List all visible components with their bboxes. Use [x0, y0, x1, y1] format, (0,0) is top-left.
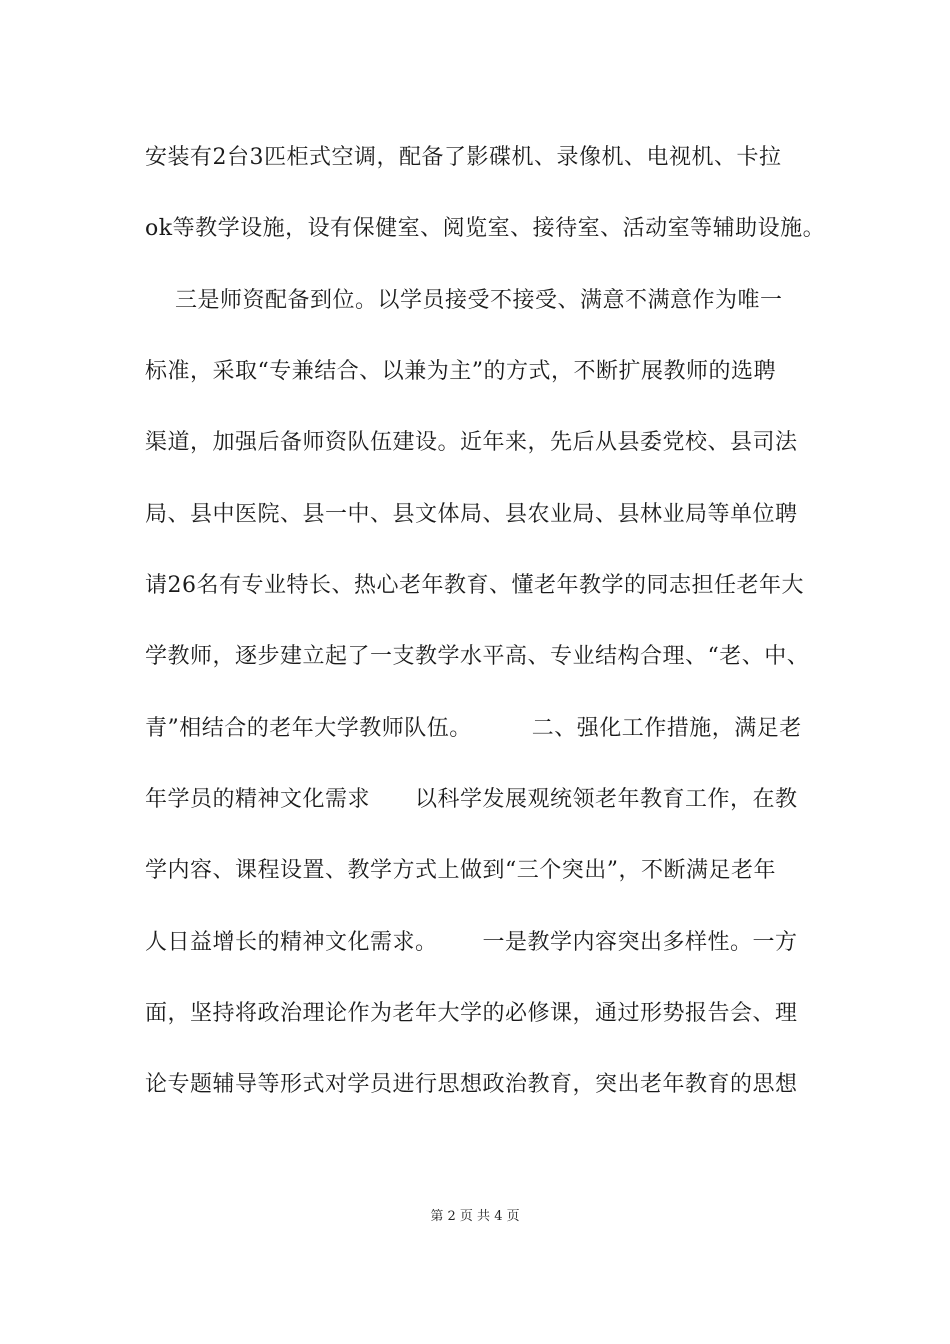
text-line-1: 安装有2台3匹柜式空调，配备了影碟机、录像机、电视机、卡拉 [145, 145, 782, 170]
page-number-footer: 第 2 页 共 4 页 [430, 1209, 520, 1224]
text-line-14: 论专题辅导等形式对学员进行思想政治教育，突出老年教育的思想 [145, 1072, 798, 1097]
text-line-9: 青”相结合的老年大学教师队伍。 二、强化工作措施，满足老 [145, 716, 802, 741]
text-line-6: 局、县中医院、县一中、县文体局、县农业局、县林业局等单位聘 [145, 502, 798, 527]
text-line-8: 学教师，逐步建立起了一支教学水平高、专业结构合理、“老、中、 [145, 644, 810, 669]
text-line-2: ok等教学设施，设有保健室、阅览室、接待室、活动室等辅助设施。 [145, 216, 826, 241]
text-line-13: 面，坚持将政治理论作为老年大学的必修课，通过形势报告会、理 [145, 1001, 798, 1026]
text-line-4: 标准，采取“专兼结合、以兼为主”的方式，不断扩展教师的选聘 [145, 359, 776, 384]
text-line-3: 三是师资配备到位。以学员接受不接受、满意不满意作为唯一 [145, 288, 783, 313]
text-line-12: 人日益增长的精神文化需求。 一是教学内容突出多样性。一方 [145, 930, 798, 955]
text-line-11: 学内容、课程设置、教学方式上做到“三个突出”，不断满足老年 [145, 858, 776, 883]
text-line-10: 年学员的精神文化需求 以科学发展观统领老年教育工作，在教 [145, 787, 798, 812]
text-line-7: 请26名有专业特长、热心老年教育、懂老年教学的同志担任老年大 [145, 573, 804, 598]
text-line-5: 渠道，加强后备师资队伍建设。近年来，先后从县委党校、县司法 [145, 430, 798, 455]
